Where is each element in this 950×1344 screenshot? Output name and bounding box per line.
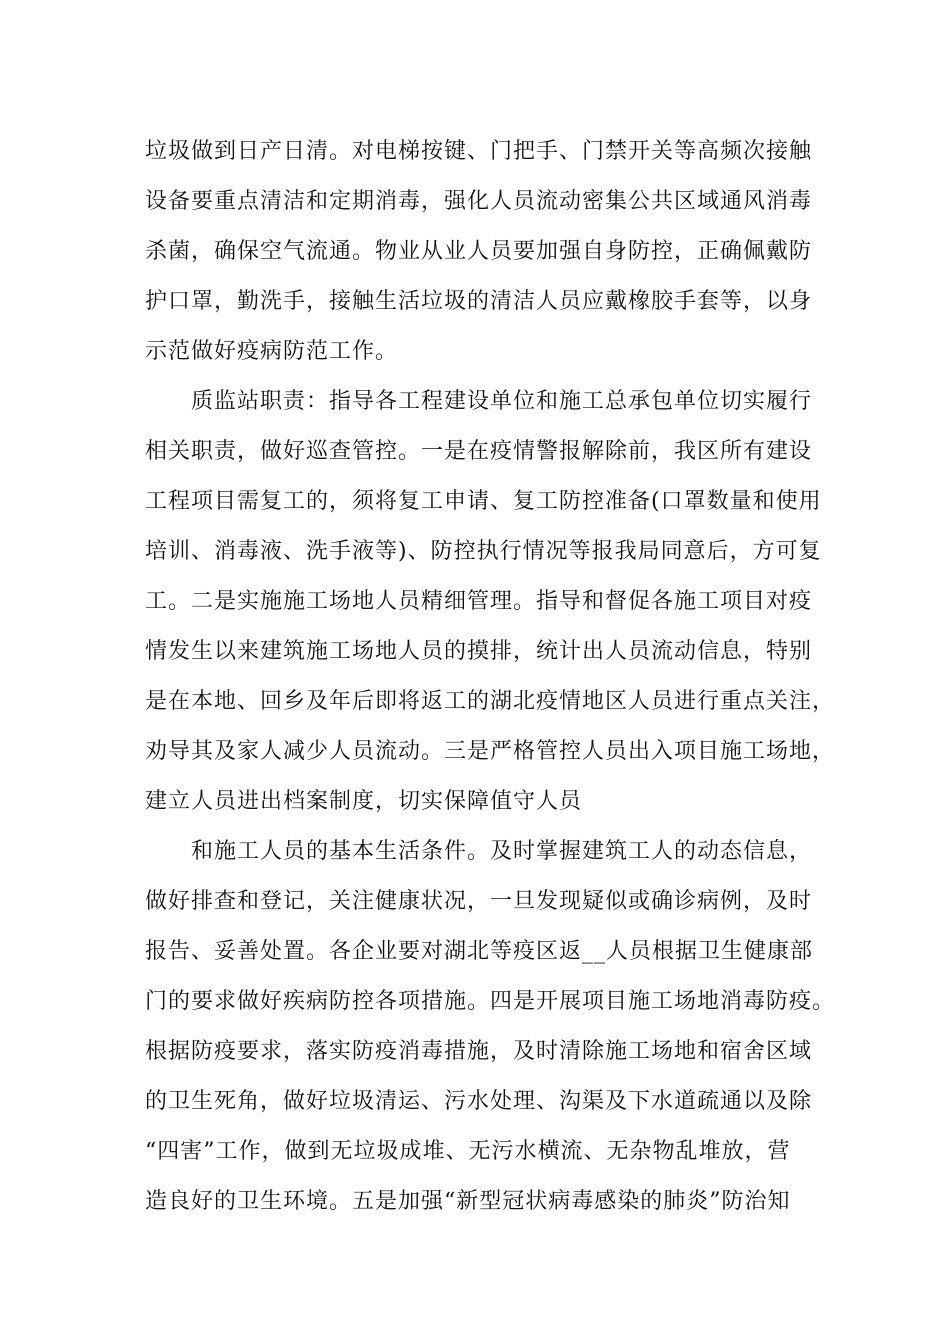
text-line: 情发生以来建筑施工场地人员的摸排，统计出人员流动信息，特别 (145, 639, 813, 664)
text-line: 的卫生死角，做好垃圾清运、污水处理、沟渠及下水道疏通以及除 (145, 1089, 813, 1114)
text-line: 杀菌，确保空气流通。物业从业人员要加强自身防控，正确佩戴防 (145, 239, 813, 264)
paragraph-2 (145, 377, 836, 827)
text-line: 劝导其及家人减少人员流动。三是严格管控人员出入项目施工场地， (145, 739, 836, 764)
text-line: 造良好的卫生环境。五是加强“新型冠状病毒感染的肺炎”防治知 (145, 1189, 791, 1214)
text-line: 护口罩，勤洗手，接触生活垃圾的清洁人员应戴橡胶手套等，以身 (145, 289, 813, 314)
text-line: 和施工人员的基本生活条件。及时掌握建筑工人的动态信息， (191, 839, 813, 864)
text-line: 示范做好疫病防范工作。 (145, 339, 399, 364)
text-line: 质监站职责：指导各工程建设单位和施工总承包单位切实履行 (191, 389, 813, 414)
document-body (145, 127, 836, 1227)
text-line: 相关职责，做好巡查管控。一是在疫情警报解除前，我区所有建设 (145, 439, 813, 464)
text-line: 是在本地、回乡及年后即将返工的湖北疫情地区人员进行重点关注， (145, 689, 836, 714)
text-line: 报告、妥善处置。各企业要对湖北等疫区返__人员根据卫生健康部 (145, 939, 814, 964)
text-line: 培训、消毒液、洗手液等)、防控执行情况等报我局同意后，方可复 (145, 539, 822, 564)
text-line: 门的要求做好疾病防控各项措施。四是开展项目施工场地消毒防疫。 (145, 989, 836, 1014)
text-line: 根据防疫要求，落实防疫消毒措施，及时清除施工场地和宿舍区域 (145, 1039, 813, 1064)
text-line: 工。二是实施施工场地人员精细管理。指导和督促各施工项目对疫 (145, 589, 813, 614)
text-line: 设备要重点清洁和定期消毒，强化人员流动密集公共区域通风消毒 (145, 189, 813, 214)
paragraph-3 (145, 827, 836, 1227)
paragraph-1 (145, 127, 825, 377)
text-line: 做好排查和登记，关注健康状况，一旦发现疑似或确诊病例，及时 (145, 889, 813, 914)
text-line: 建立人员进出档案制度，切实保障值守人员 (145, 789, 583, 814)
text-line: 垃圾做到日产日清。对电梯按键、门把手、门禁开关等高频次接触 (145, 139, 813, 164)
text-line: 工程项目需复工的，须将复工申请、复工防控准备(口罩数量和使用 (145, 489, 822, 514)
text-line: “四害”工作，做到无垃圾成堆、无污水横流、无杂物乱堆放，营 (145, 1139, 791, 1164)
